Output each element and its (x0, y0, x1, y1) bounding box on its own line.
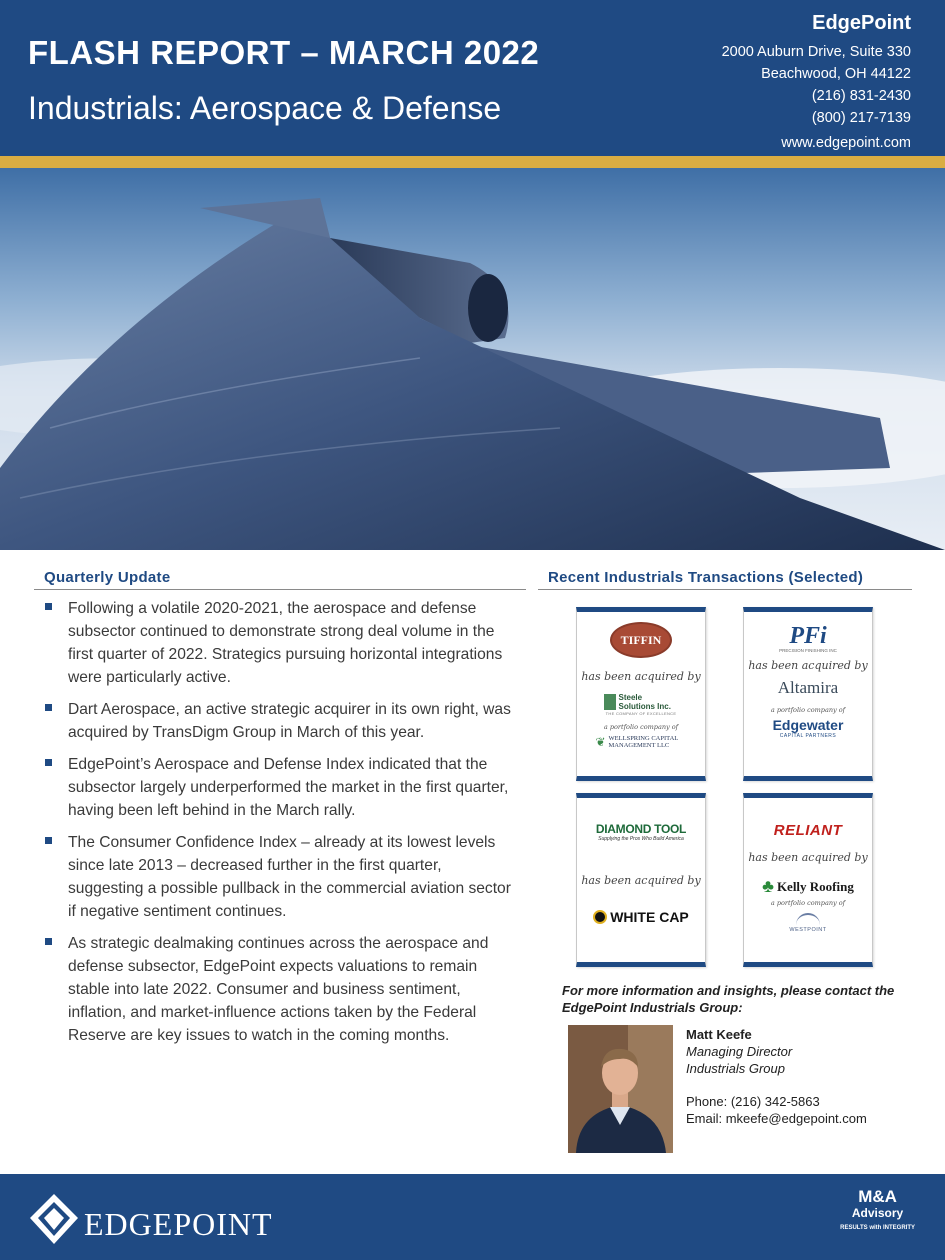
contact-intro-text: For more information and insights, please contact the EdgePoint Industrials Group: (562, 983, 895, 1015)
company-contact-block (722, 12, 911, 154)
contact-phone[interactable]: Phone: (216) 342-5863 (686, 1094, 820, 1109)
list-item: EdgePoint’s Aerospace and Defense Index indicated that the subsector largely underperformed the market in the first quarter, having been left behind in the March rally. (44, 753, 514, 822)
list-item: The Consumer Confidence Index – already at its lowest levels since late 2013 – decreased further in the first quarter, suggesting a possible pullback in the commercial aviation sector if negative sentiment continues. (44, 831, 514, 923)
address-line-1: 2000 Auburn Drive, Suite 330 (721, 44, 911, 60)
contact-details (686, 1026, 867, 1127)
address-line-2: Beachwood, OH 44122 (761, 66, 911, 82)
steele-logo: Steele Solutions Inc. (577, 693, 705, 711)
tombstone-diamond-tool[interactable]: DIAMOND TOOL Supplying the Pros Who Build America has been acquired by WHITE CAP (576, 793, 706, 967)
tiffin-logo: TIFFIN (610, 622, 672, 658)
phone-1: (216) 831-2430 (811, 88, 911, 104)
leaf-icon: ❦ (595, 735, 606, 749)
bullet-square-icon (45, 759, 52, 766)
acquired-text: has been acquired by (581, 874, 701, 887)
bullet-square-icon (45, 704, 52, 711)
contact-title: Managing Director (686, 1044, 793, 1059)
header-banner (0, 0, 945, 156)
contact-name: Matt Keefe (686, 1027, 752, 1042)
photo-matt-keefe (568, 1025, 673, 1153)
westpoint-emblem-icon (796, 913, 820, 927)
bullet-square-icon (45, 837, 52, 844)
phone-2: (800) 217-7139 (811, 110, 911, 126)
quarterly-update-rule (34, 589, 526, 590)
report-title: FLASH REPORT – MARCH 2022 (28, 34, 540, 71)
shamrock-icon: ♣ (762, 876, 774, 896)
quarterly-update-list (44, 597, 514, 1056)
transactions-rule (538, 589, 912, 590)
tombstone-reliant[interactable]: RELIANT has been acquired by ♣ Kelly Roofing a portfolio company of WESTPOINT (743, 793, 873, 967)
quarterly-update-heading: Quarterly Update (44, 569, 171, 586)
acquired-text: has been acquired by (748, 851, 868, 864)
footer-banner (0, 1174, 945, 1260)
website-link[interactable]: www.edgepoint.com (781, 135, 911, 151)
contact-email[interactable]: Email: mkeefe@edgepoint.com (686, 1111, 867, 1126)
altamira-logo: Altamira (777, 678, 839, 697)
edgewater-logo: Edgewater (772, 717, 844, 733)
reliant-logo: RELIANT (773, 822, 843, 839)
white-cap-emblem-icon (593, 910, 607, 924)
pfi-logo: PFi (789, 623, 827, 649)
white-cap-logo: WHITE CAP (577, 909, 705, 925)
westpoint-logo: WESTPOINT (789, 927, 827, 933)
edgepoint-diamond-logo-icon (26, 1190, 82, 1248)
bullet-square-icon (45, 938, 52, 945)
contact-group: Industrials Group (686, 1061, 785, 1076)
bullet-square-icon (45, 603, 52, 610)
gold-divider (0, 156, 945, 168)
acquired-text: has been acquired by (748, 659, 868, 672)
hero-image-airplane-wing (0, 168, 945, 550)
tombstone-pfi[interactable]: PFi PRECISION FINISHING INC has been acquired by Altamira a portfolio company of Edgewater CAPITAL PARTNERS (743, 607, 873, 781)
list-item: Following a volatile 2020-2021, the aerospace and defense subsector continued to demonstrate strong deal volume in the first quarter of 2022. Strategics pursuing horizontal integrations were particularly active. (44, 597, 514, 689)
ma-advisory-badge: M&A Advisory RESULTS with INTEGRITY (840, 1187, 915, 1231)
company-name: EdgePoint (812, 12, 911, 34)
building-icon (604, 694, 616, 710)
list-item: As strategic dealmaking continues across the aerospace and defense subsector, EdgePoint expects valuations to remain stable into late 2022. Consumer and business sentiment, inflation, and market-influence actions taken by the Federal Reserve are key issues to watch in the coming months. (44, 932, 514, 1047)
report-subtitle: Industrials: Aerospace & Defense (28, 90, 502, 126)
footer-logo-wordmark: EDGEPOINT (84, 1206, 273, 1242)
kelly-roofing-logo: ♣ Kelly Roofing (762, 876, 854, 896)
wellspring-logo: ❦ WELLSPRING CAPITAL MANAGEMENT LLC (595, 735, 679, 749)
list-item: Dart Aerospace, an active strategic acquirer in its own right, was acquired by TransDigm Group in March of this year. (44, 698, 514, 744)
transactions-heading: Recent Industrials Transactions (Selected) (548, 569, 864, 586)
acquired-text: has been acquired by (581, 670, 701, 683)
tombstone-tiffin[interactable]: TIFFIN has been acquired by Steele Solutions Inc. THE COMPANY OF EXCELLENCE a portfolio company of ❦ WELLSPRING CAPITAL MANAGEMENT LLC (576, 607, 706, 781)
diamond-tool-logo: DIAMOND TOOL (595, 822, 687, 836)
